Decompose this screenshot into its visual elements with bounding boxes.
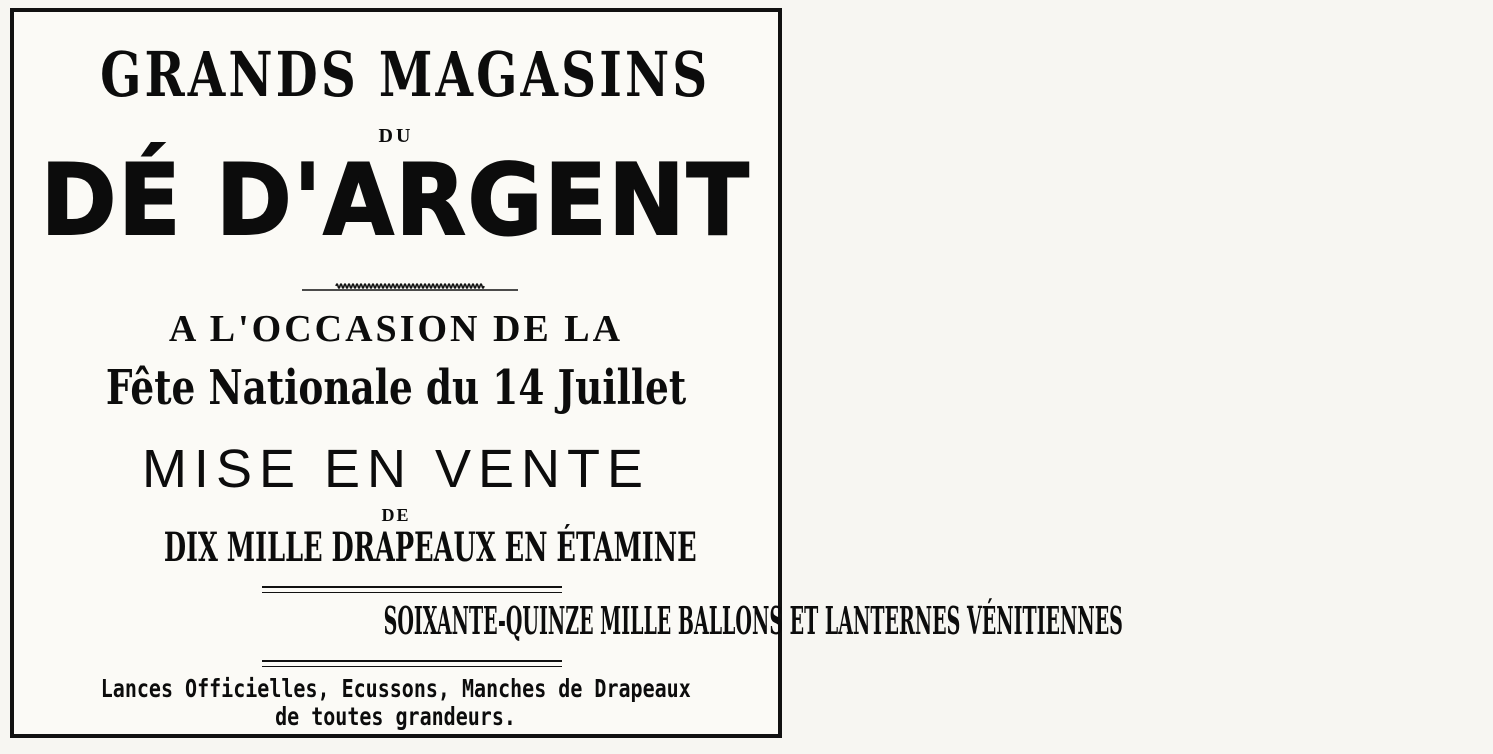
connector-du: DU — [378, 125, 414, 147]
store-name-heading — [14, 144, 778, 258]
double-rule-top — [262, 586, 562, 593]
holiday-text: Fête Nationale du 14 Juillet — [105, 360, 687, 416]
sizes-text: de toutes grandeurs. — [275, 702, 517, 731]
holiday-heading — [14, 360, 778, 416]
occasion-line: A L'OCCASION DE LA — [168, 308, 624, 350]
accessories-line — [14, 676, 778, 701]
store-type-heading — [14, 38, 778, 111]
store-name-text: DÉ D'ARGENT — [41, 144, 751, 258]
balloons-offer — [14, 598, 1123, 643]
wavy-divider — [302, 280, 518, 294]
sizes-line — [14, 704, 778, 729]
flags-offer-text: DIX MILLE DRAPEAUX EN ÉTAMINE — [163, 524, 697, 571]
double-rule-bottom — [262, 660, 562, 667]
flags-offer — [14, 524, 778, 571]
connector-de: DE — [381, 505, 411, 525]
newspaper-advertisement — [10, 8, 1123, 738]
accessories-text: Lances Officielles, Ecussons, Manches de Drapeaux — [100, 674, 691, 703]
sale-heading: MISE EN VENTE — [141, 439, 651, 499]
store-type-text: GRANDS MAGASINS — [100, 38, 711, 111]
balloons-offer-text: SOIXANTE-QUINZE MILLE BALLONS ET LANTERNES VÉNITIENNES — [383, 598, 1123, 643]
